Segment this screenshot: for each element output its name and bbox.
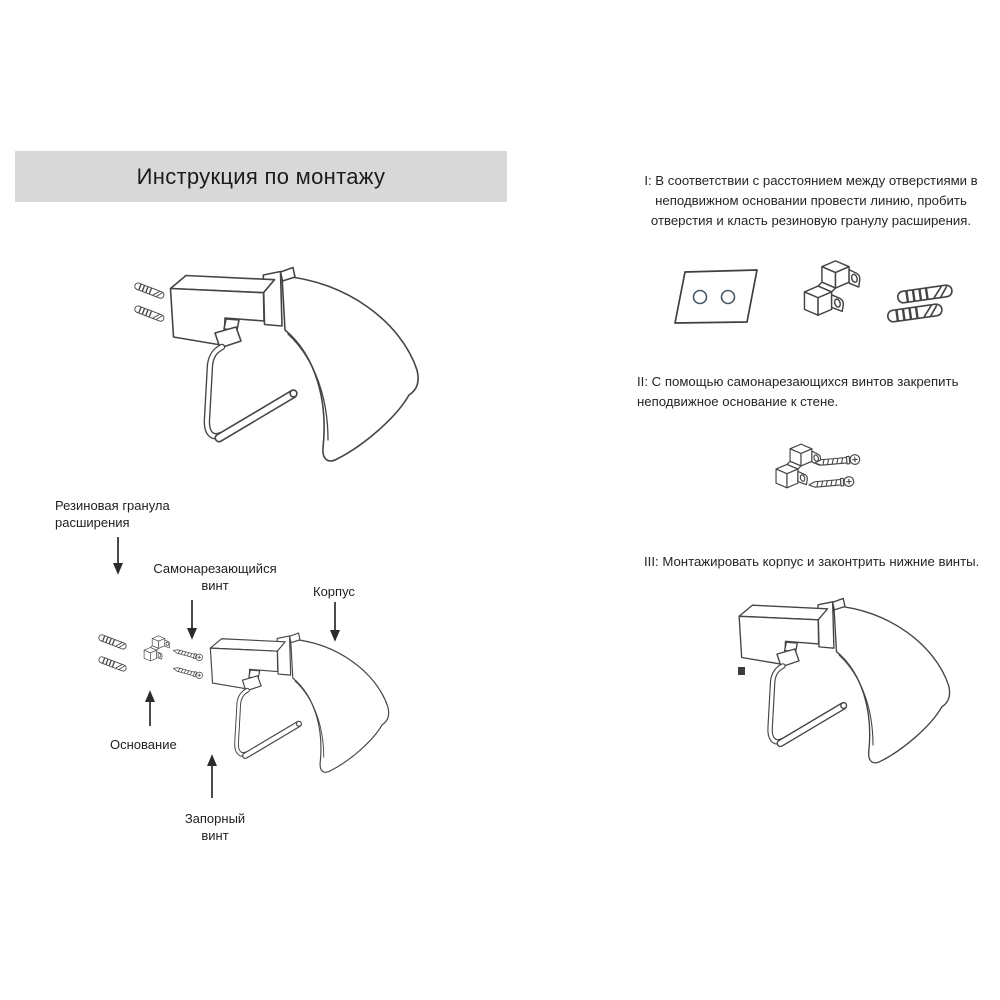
label-body: Корпус [313, 584, 355, 599]
label-self-tapping-screw: Самонарезающийся винт [153, 561, 277, 593]
label-rubber-plug: Резиновая гранула расширения [55, 498, 170, 530]
step2-drawing [750, 435, 900, 525]
step1-drawing [665, 255, 975, 350]
wall-plug-icon [98, 634, 127, 672]
base-block-icon [144, 636, 170, 661]
page-title: Инструкция по монтажу [136, 163, 386, 189]
step3-text: III: Монтажировать корпус и законтрить нижние винты. [644, 554, 980, 569]
base-block-icon [804, 261, 859, 315]
step3-drawing [705, 595, 990, 770]
label-locking-screw: Запорный винт [184, 811, 246, 843]
step2-text: II: С помощью самонарезающихся винтов закрепить неподвижное основание к стене. [637, 374, 959, 409]
drill-template-icon [675, 270, 757, 323]
locking-screw-dot-icon [738, 667, 745, 675]
assembled-holder-drawing [100, 250, 440, 480]
wall-plug-icon [134, 282, 165, 322]
base-block-icon [776, 444, 821, 488]
step1-text: I: В соответствии с расстоянием между отверстиями в неподвижном основании провести линию, пробить отверстия и класть резиновую гранулу расширения. [644, 173, 978, 228]
wall-plug-icon [887, 284, 953, 322]
holder-body-icon [210, 633, 388, 772]
holder-body-icon [739, 598, 949, 762]
label-base: Основание [110, 737, 177, 752]
title-banner [15, 151, 507, 202]
screw-icon [173, 647, 204, 679]
